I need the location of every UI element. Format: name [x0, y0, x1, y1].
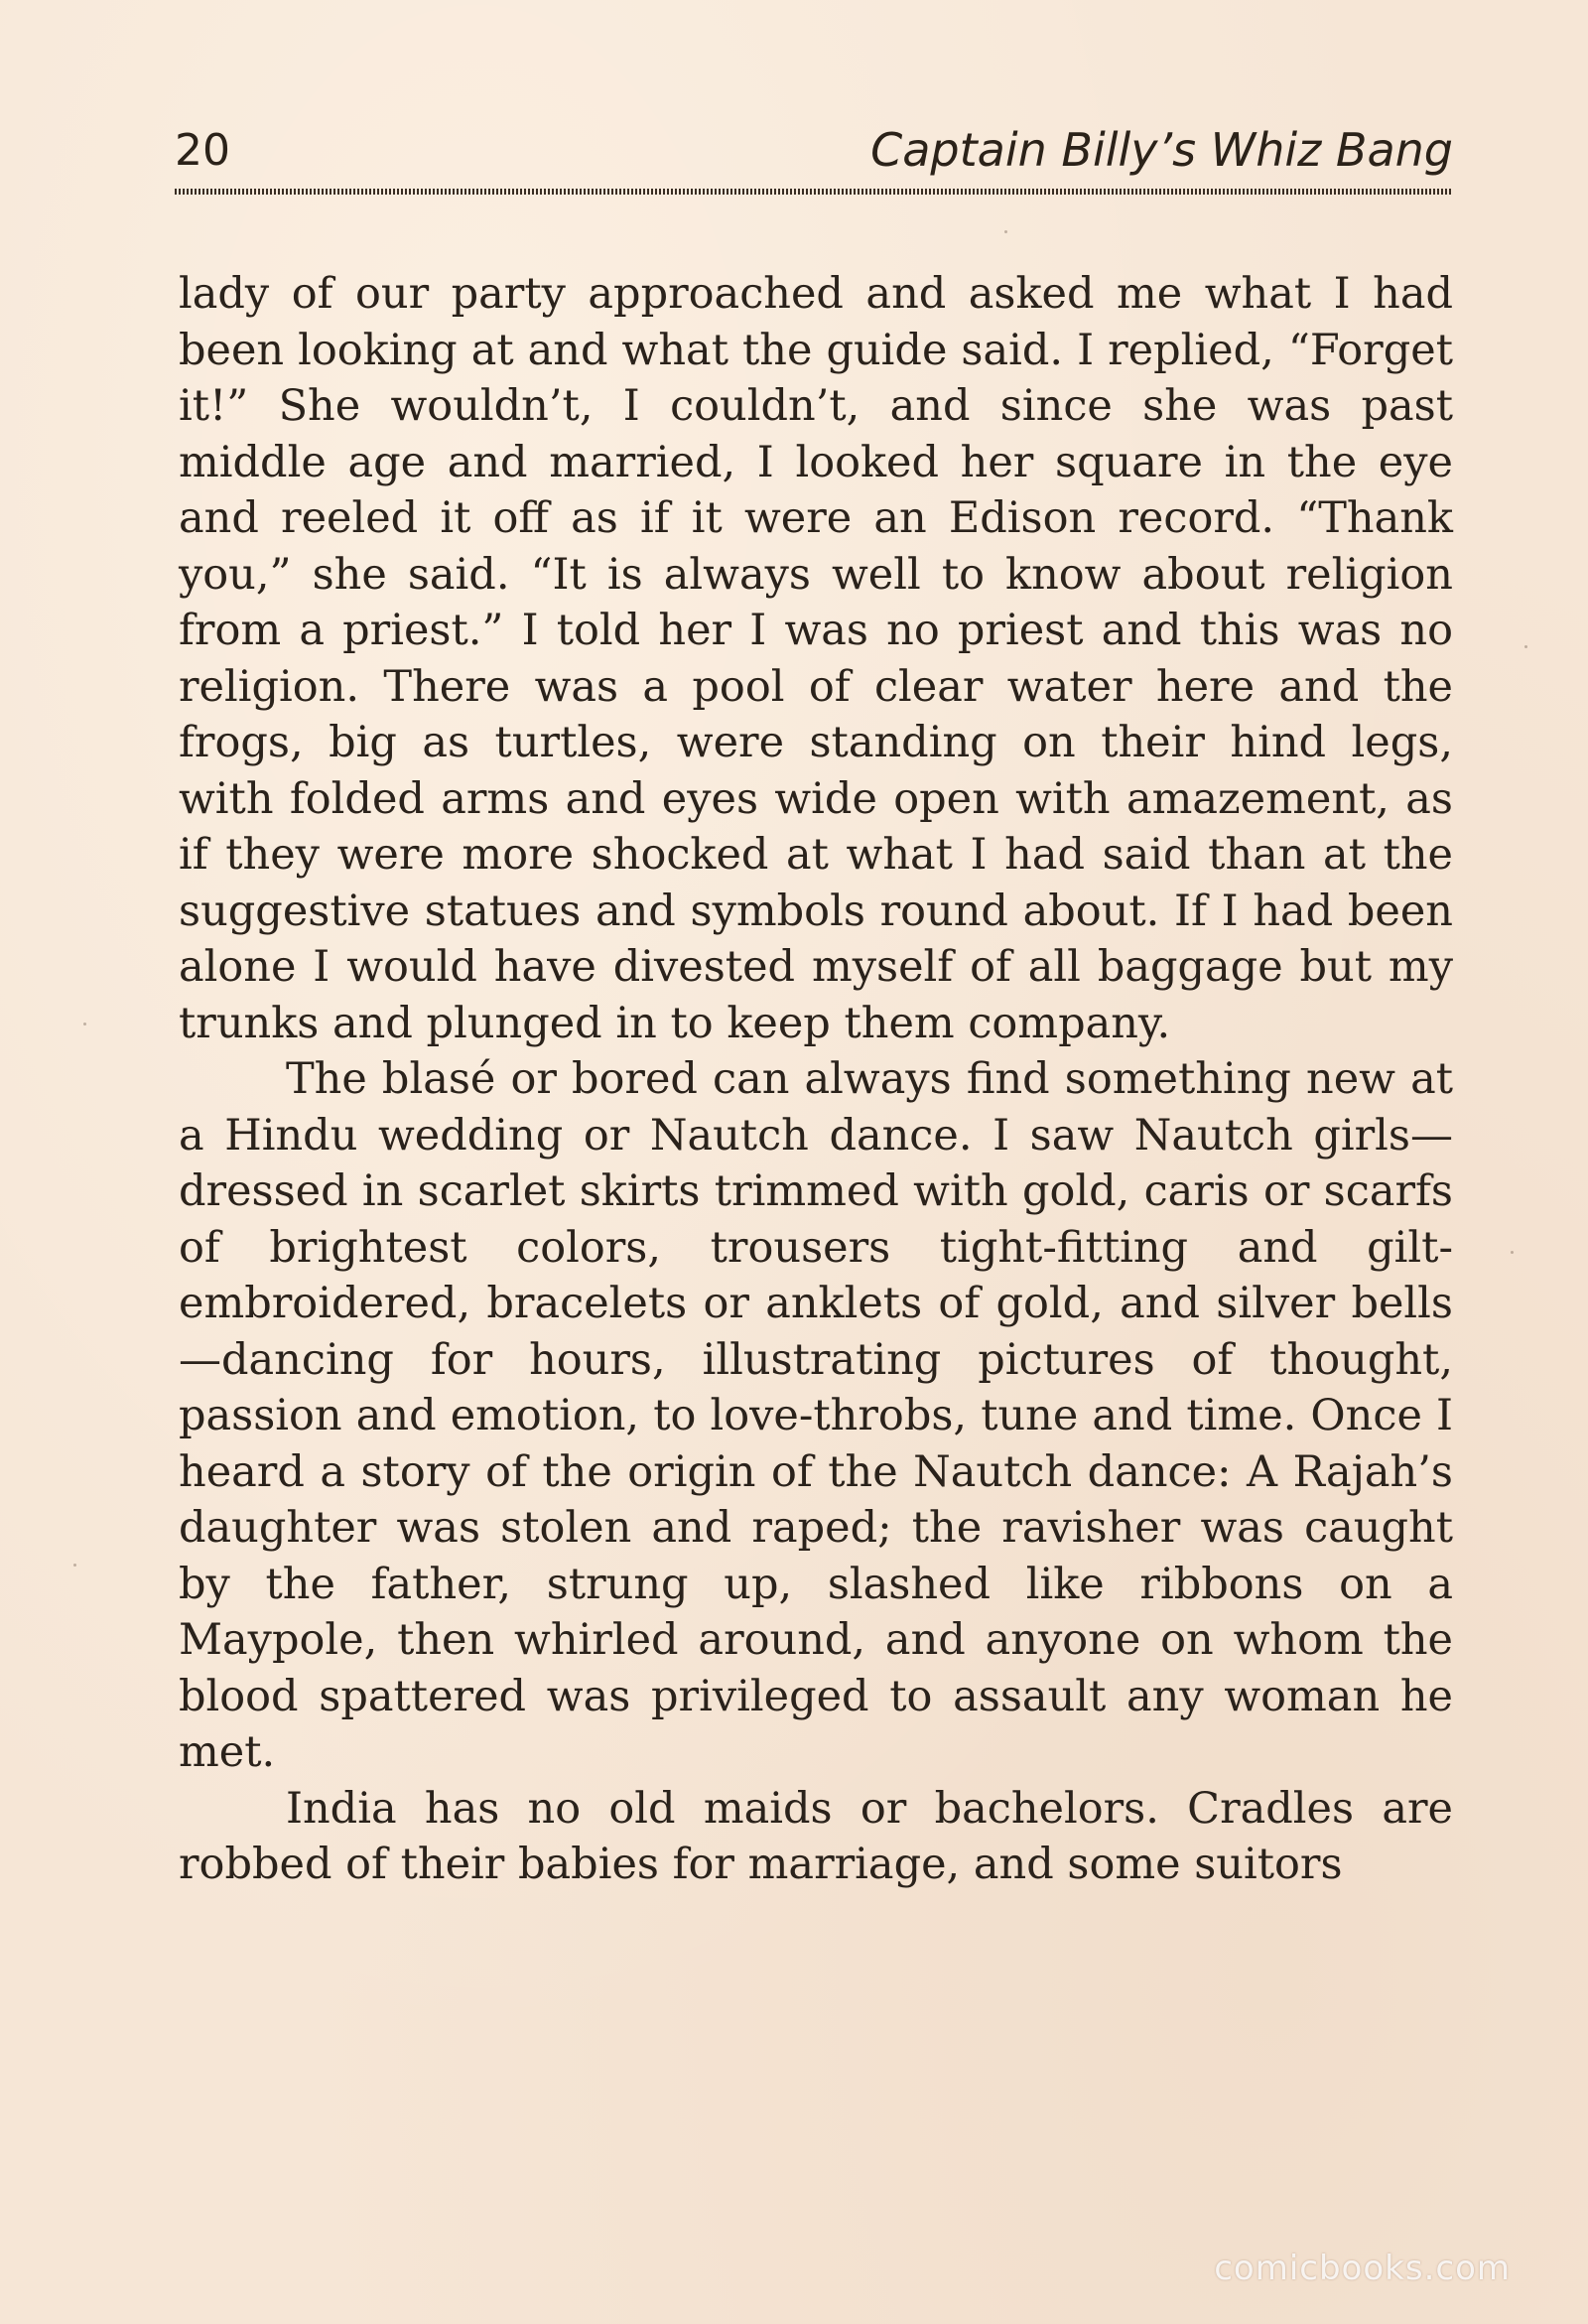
paper-speck — [83, 1023, 86, 1025]
paragraph-1: lady of our party approached and asked me what I had been looking at and what the guide said. I replied, “Forget it!” She wouldn’t, I couldn’t, and since she was past middle age and married, I looked her square in the eye and reeled it off as if it were an Edison record. “Thank you,” she said. “It is always well to know about religion from a priest.” I told her I was no priest and this was no religion. There was a pool of clear water here and the frogs, big as turtles, were standing on their hind legs, with folded arms and eyes wide open with amazement, as if they were more shocked at what I had said than at the suggestive statues and symbols round about. If I had been alone I would have divested myself of all baggage but my trunks and plunged in to keep them company. — [179, 269, 1453, 1048]
paragraph-3: India has no old maids or bachelors. Cradles are robbed of their babies for marriage, and some suitors — [179, 1783, 1453, 1889]
running-header — [175, 119, 1453, 199]
paper-speck — [73, 1564, 76, 1567]
paper-speck — [1004, 230, 1007, 233]
paragraph-2: The blasé or bored can always find something new at a Hindu wedding or Nautch dance. I saw Nautch girls—dressed in scarlet skirts trimmed with gold, caris or scarfs of brightest colors, trousers tight-fitting and gilt-embroidered, bracelets or anklets of gold, and silver bells—dancing for hours, illustrating pictures of thought, passion and emotion, to love-throbs, tune and time. Once I heard a story of the origin of the Nautch dance: A Rajah’s daughter was stolen and raped; the ravisher was caught by the father, strung up, slashed like ribbons on a Maypole, then whirled around, and anyone on whom the blood spattered was privileged to assault any woman he met. — [179, 1054, 1453, 1777]
paper-speck — [1511, 1251, 1514, 1254]
page-number: 20 — [175, 125, 230, 176]
header-rule — [175, 189, 1453, 195]
running-title: Captain Billy’s Whiz Bang — [870, 123, 1453, 177]
watermark: comicbooks.com — [1214, 2249, 1511, 2288]
body-text — [179, 266, 1453, 1893]
paper-speck — [1524, 645, 1527, 648]
